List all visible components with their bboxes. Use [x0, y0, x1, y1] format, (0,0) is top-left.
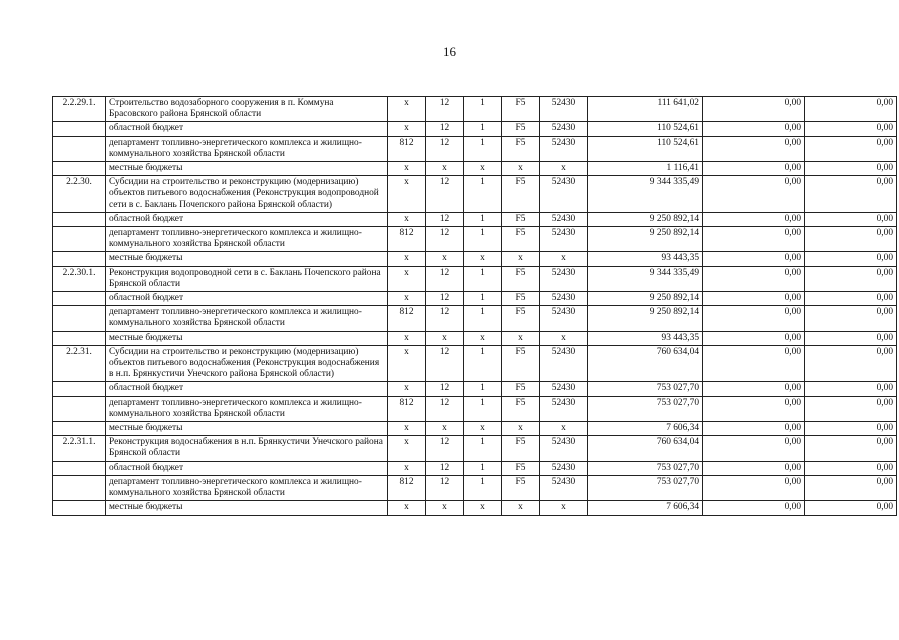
- amount-year1-cell: 753 027,70: [588, 475, 703, 500]
- target-code-cell: F5: [502, 345, 540, 382]
- section-code-cell: 12: [426, 136, 464, 161]
- row-number-cell: [53, 292, 106, 306]
- amount-year2-cell: 0,00: [703, 292, 805, 306]
- amount-year1-cell: 110 524,61: [588, 122, 703, 136]
- amount-year2-cell: 0,00: [703, 475, 805, 500]
- admin-code-cell: х: [388, 266, 426, 291]
- subsection-code-cell: 1: [464, 436, 502, 461]
- amount-year3-cell: 0,00: [805, 306, 897, 331]
- amount-year2-cell: 0,00: [703, 306, 805, 331]
- table-row: [53, 176, 897, 213]
- subsection-code-cell: 1: [464, 475, 502, 500]
- subsection-code-cell: 1: [464, 345, 502, 382]
- amount-year3-cell: 0,00: [805, 97, 897, 122]
- section-code-cell: х: [426, 422, 464, 436]
- amount-year1-cell: 1 116,41: [588, 162, 703, 176]
- expense-code-cell: 52430: [540, 475, 588, 500]
- row-number-cell: [53, 162, 106, 176]
- subsection-code-cell: х: [464, 501, 502, 515]
- table-body: [53, 97, 897, 516]
- description-cell: местные бюджеты: [106, 501, 388, 515]
- amount-year2-cell: 0,00: [703, 396, 805, 421]
- table-row: [53, 136, 897, 161]
- amount-year2-cell: 0,00: [703, 461, 805, 475]
- description-cell: местные бюджеты: [106, 252, 388, 266]
- row-number-cell: [53, 252, 106, 266]
- expense-code-cell: 52430: [540, 436, 588, 461]
- description-cell: департамент топливно-энергетического комплекса и жилищно-коммунального хозяйства Брянской области: [106, 227, 388, 252]
- amount-year1-cell: 760 634,04: [588, 436, 703, 461]
- row-number-cell: [53, 136, 106, 161]
- amount-year3-cell: 0,00: [805, 396, 897, 421]
- row-number-cell: 2.2.31.1.: [53, 436, 106, 461]
- admin-code-cell: х: [388, 501, 426, 515]
- expense-code-cell: 52430: [540, 345, 588, 382]
- subsection-code-cell: 1: [464, 136, 502, 161]
- amount-year1-cell: 93 443,35: [588, 252, 703, 266]
- section-code-cell: 12: [426, 212, 464, 226]
- row-number-cell: [53, 122, 106, 136]
- admin-code-cell: х: [388, 461, 426, 475]
- description-cell: местные бюджеты: [106, 422, 388, 436]
- expense-code-cell: 52430: [540, 176, 588, 213]
- target-code-cell: х: [502, 331, 540, 345]
- amount-year2-cell: 0,00: [703, 136, 805, 161]
- amount-year3-cell: 0,00: [805, 475, 897, 500]
- section-code-cell: х: [426, 252, 464, 266]
- row-number-cell: 2.2.29.1.: [53, 97, 106, 122]
- description-cell: департамент топливно-энергетического комплекса и жилищно-коммунального хозяйства Брянской области: [106, 306, 388, 331]
- row-number-cell: 2.2.31.: [53, 345, 106, 382]
- admin-code-cell: х: [388, 436, 426, 461]
- section-code-cell: 12: [426, 97, 464, 122]
- amount-year1-cell: 7 606,34: [588, 422, 703, 436]
- subsection-code-cell: 1: [464, 97, 502, 122]
- admin-code-cell: х: [388, 176, 426, 213]
- expense-code-cell: 52430: [540, 292, 588, 306]
- target-code-cell: F5: [502, 97, 540, 122]
- table-row: [53, 331, 897, 345]
- admin-code-cell: х: [388, 382, 426, 396]
- description-cell: областной бюджет: [106, 382, 388, 396]
- target-code-cell: F5: [502, 396, 540, 421]
- amount-year2-cell: 0,00: [703, 227, 805, 252]
- subsection-code-cell: 1: [464, 292, 502, 306]
- section-code-cell: 12: [426, 436, 464, 461]
- amount-year2-cell: 0,00: [703, 345, 805, 382]
- target-code-cell: F5: [502, 436, 540, 461]
- section-code-cell: 12: [426, 227, 464, 252]
- subsection-code-cell: 1: [464, 266, 502, 291]
- target-code-cell: F5: [502, 266, 540, 291]
- subsection-code-cell: 1: [464, 306, 502, 331]
- section-code-cell: 12: [426, 292, 464, 306]
- row-number-cell: [53, 501, 106, 515]
- target-code-cell: F5: [502, 176, 540, 213]
- subsection-code-cell: х: [464, 331, 502, 345]
- amount-year1-cell: 9 250 892,14: [588, 227, 703, 252]
- subsection-code-cell: 1: [464, 227, 502, 252]
- section-code-cell: 12: [426, 306, 464, 331]
- amount-year3-cell: 0,00: [805, 162, 897, 176]
- description-cell: Субсидии на строительство и реконструкцию (модернизацию) объектов питьевого водоснабжения (Реконструкция водоснабжения в н.п. Брянкустичи Унечского района Брянской области): [106, 345, 388, 382]
- expense-code-cell: х: [540, 501, 588, 515]
- row-number-cell: [53, 212, 106, 226]
- amount-year3-cell: 0,00: [805, 266, 897, 291]
- amount-year3-cell: 0,00: [805, 422, 897, 436]
- table-row: [53, 292, 897, 306]
- table-row: [53, 97, 897, 122]
- amount-year1-cell: 753 027,70: [588, 396, 703, 421]
- amount-year3-cell: 0,00: [805, 461, 897, 475]
- amount-year2-cell: 0,00: [703, 212, 805, 226]
- amount-year2-cell: 0,00: [703, 252, 805, 266]
- row-number-cell: 2.2.30.1.: [53, 266, 106, 291]
- amount-year3-cell: 0,00: [805, 436, 897, 461]
- subsection-code-cell: 1: [464, 176, 502, 213]
- amount-year1-cell: 9 250 892,14: [588, 306, 703, 331]
- amount-year3-cell: 0,00: [805, 292, 897, 306]
- amount-year2-cell: 0,00: [703, 422, 805, 436]
- section-code-cell: х: [426, 162, 464, 176]
- table-row: [53, 266, 897, 291]
- amount-year2-cell: 0,00: [703, 176, 805, 213]
- admin-code-cell: х: [388, 252, 426, 266]
- row-number-cell: [53, 382, 106, 396]
- amount-year1-cell: 760 634,04: [588, 345, 703, 382]
- description-cell: областной бюджет: [106, 212, 388, 226]
- amount-year2-cell: 0,00: [703, 382, 805, 396]
- target-code-cell: F5: [502, 136, 540, 161]
- expense-code-cell: 52430: [540, 396, 588, 421]
- description-cell: Субсидии на строительство и реконструкцию (модернизацию) объектов питьевого водоснабжения (Реконструкция водопроводной сети в с. Баклань Почепского района Брянской области): [106, 176, 388, 213]
- expense-code-cell: 52430: [540, 212, 588, 226]
- description-cell: департамент топливно-энергетического комплекса и жилищно-коммунального хозяйства Брянской области: [106, 396, 388, 421]
- description-cell: Реконструкция водоснабжения в н.п. Брянкустичи Унечского района Брянской области: [106, 436, 388, 461]
- table-row: [53, 396, 897, 421]
- row-number-cell: 2.2.30.: [53, 176, 106, 213]
- amount-year1-cell: 111 641,02: [588, 97, 703, 122]
- admin-code-cell: х: [388, 345, 426, 382]
- target-code-cell: F5: [502, 382, 540, 396]
- amount-year2-cell: 0,00: [703, 162, 805, 176]
- section-code-cell: 12: [426, 266, 464, 291]
- amount-year3-cell: 0,00: [805, 212, 897, 226]
- admin-code-cell: х: [388, 122, 426, 136]
- amount-year3-cell: 0,00: [805, 501, 897, 515]
- description-cell: местные бюджеты: [106, 331, 388, 345]
- expense-code-cell: х: [540, 331, 588, 345]
- table-row: [53, 382, 897, 396]
- expense-code-cell: 52430: [540, 136, 588, 161]
- description-cell: департамент топливно-энергетического комплекса и жилищно-коммунального хозяйства Брянской области: [106, 136, 388, 161]
- table-row: [53, 475, 897, 500]
- table-row: [53, 422, 897, 436]
- target-code-cell: х: [502, 422, 540, 436]
- expense-code-cell: 52430: [540, 227, 588, 252]
- amount-year3-cell: 0,00: [805, 345, 897, 382]
- target-code-cell: F5: [502, 227, 540, 252]
- amount-year2-cell: 0,00: [703, 501, 805, 515]
- section-code-cell: 12: [426, 345, 464, 382]
- row-number-cell: [53, 422, 106, 436]
- admin-code-cell: 812: [388, 306, 426, 331]
- expense-code-cell: 52430: [540, 97, 588, 122]
- row-number-cell: [53, 227, 106, 252]
- expense-code-cell: 52430: [540, 122, 588, 136]
- target-code-cell: F5: [502, 475, 540, 500]
- target-code-cell: F5: [502, 212, 540, 226]
- section-code-cell: 12: [426, 475, 464, 500]
- target-code-cell: х: [502, 252, 540, 266]
- amount-year3-cell: 0,00: [805, 252, 897, 266]
- section-code-cell: 12: [426, 122, 464, 136]
- amount-year3-cell: 0,00: [805, 227, 897, 252]
- target-code-cell: F5: [502, 461, 540, 475]
- expense-code-cell: 52430: [540, 266, 588, 291]
- section-code-cell: х: [426, 331, 464, 345]
- amount-year1-cell: 7 606,34: [588, 501, 703, 515]
- table-row: [53, 227, 897, 252]
- table-row: [53, 501, 897, 515]
- subsection-code-cell: х: [464, 422, 502, 436]
- subsection-code-cell: 1: [464, 122, 502, 136]
- admin-code-cell: х: [388, 292, 426, 306]
- amount-year3-cell: 0,00: [805, 176, 897, 213]
- amount-year2-cell: 0,00: [703, 122, 805, 136]
- description-cell: Реконструкция водопроводной сети в с. Баклань Почепского района Брянской области: [106, 266, 388, 291]
- admin-code-cell: х: [388, 212, 426, 226]
- amount-year1-cell: 753 027,70: [588, 382, 703, 396]
- subsection-code-cell: 1: [464, 212, 502, 226]
- amount-year1-cell: 9 344 335,49: [588, 266, 703, 291]
- expense-code-cell: 52430: [540, 382, 588, 396]
- description-cell: областной бюджет: [106, 461, 388, 475]
- admin-code-cell: 812: [388, 396, 426, 421]
- amount-year1-cell: 93 443,35: [588, 331, 703, 345]
- expense-code-cell: х: [540, 162, 588, 176]
- row-number-cell: [53, 396, 106, 421]
- table-row: [53, 436, 897, 461]
- description-cell: областной бюджет: [106, 122, 388, 136]
- row-number-cell: [53, 461, 106, 475]
- description-cell: местные бюджеты: [106, 162, 388, 176]
- description-cell: департамент топливно-энергетического комплекса и жилищно-коммунального хозяйства Брянской области: [106, 475, 388, 500]
- expense-code-cell: 52430: [540, 306, 588, 331]
- section-code-cell: 12: [426, 176, 464, 213]
- amount-year3-cell: 0,00: [805, 122, 897, 136]
- target-code-cell: х: [502, 162, 540, 176]
- target-code-cell: х: [502, 501, 540, 515]
- row-number-cell: [53, 475, 106, 500]
- table-row: [53, 122, 897, 136]
- amount-year1-cell: 9 250 892,14: [588, 212, 703, 226]
- expense-code-cell: 52430: [540, 461, 588, 475]
- amount-year1-cell: 9 344 335,49: [588, 176, 703, 213]
- target-code-cell: F5: [502, 306, 540, 331]
- amount-year1-cell: 9 250 892,14: [588, 292, 703, 306]
- expense-code-cell: х: [540, 422, 588, 436]
- subsection-code-cell: 1: [464, 396, 502, 421]
- admin-code-cell: х: [388, 162, 426, 176]
- admin-code-cell: 812: [388, 136, 426, 161]
- amount-year3-cell: 0,00: [805, 331, 897, 345]
- admin-code-cell: х: [388, 422, 426, 436]
- target-code-cell: F5: [502, 292, 540, 306]
- table-row: [53, 306, 897, 331]
- subsection-code-cell: 1: [464, 382, 502, 396]
- amount-year2-cell: 0,00: [703, 436, 805, 461]
- amount-year2-cell: 0,00: [703, 97, 805, 122]
- table-row: [53, 162, 897, 176]
- table-row: [53, 252, 897, 266]
- table-row: [53, 345, 897, 382]
- amount-year2-cell: 0,00: [703, 266, 805, 291]
- subsection-code-cell: х: [464, 252, 502, 266]
- subsection-code-cell: 1: [464, 461, 502, 475]
- expense-code-cell: х: [540, 252, 588, 266]
- amount-year1-cell: 753 027,70: [588, 461, 703, 475]
- admin-code-cell: 812: [388, 227, 426, 252]
- description-cell: Строительство водозаборного сооружения в п. Коммуна Брасовского района Брянской области: [106, 97, 388, 122]
- row-number-cell: [53, 331, 106, 345]
- description-cell: областной бюджет: [106, 292, 388, 306]
- amount-year3-cell: 0,00: [805, 382, 897, 396]
- table-row: [53, 461, 897, 475]
- table-row: [53, 212, 897, 226]
- target-code-cell: F5: [502, 122, 540, 136]
- section-code-cell: х: [426, 501, 464, 515]
- admin-code-cell: х: [388, 331, 426, 345]
- amount-year2-cell: 0,00: [703, 331, 805, 345]
- page-number: 16: [443, 44, 456, 59]
- amount-year1-cell: 110 524,61: [588, 136, 703, 161]
- section-code-cell: 12: [426, 461, 464, 475]
- admin-code-cell: 812: [388, 475, 426, 500]
- subsection-code-cell: х: [464, 162, 502, 176]
- row-number-cell: [53, 306, 106, 331]
- section-code-cell: 12: [426, 396, 464, 421]
- section-code-cell: 12: [426, 382, 464, 396]
- admin-code-cell: х: [388, 97, 426, 122]
- amount-year3-cell: 0,00: [805, 136, 897, 161]
- budget-table: [52, 96, 897, 516]
